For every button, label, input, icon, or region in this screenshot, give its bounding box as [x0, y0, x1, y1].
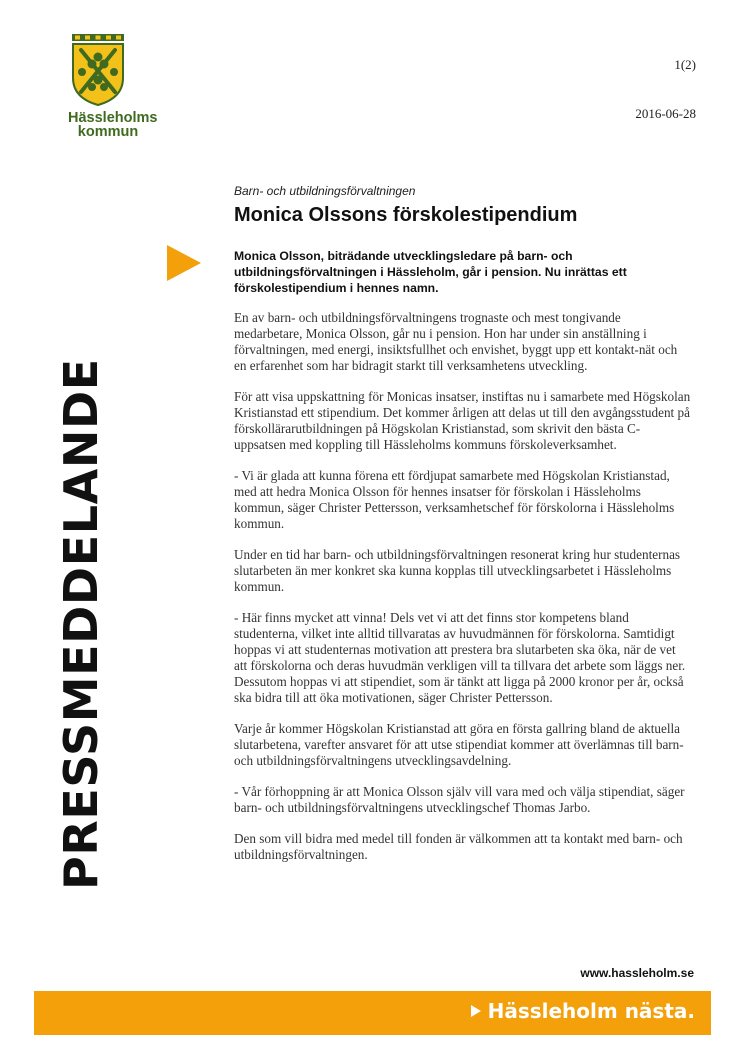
body-paragraph: - Här finns mycket att vinna! Dels vet vi att det finns stor kompetens bland studenterna, vilket inte alltid tillvaratas av huvudmännen för förskolorna. Samtidigt hoppas vi att studenternas motivation att prestera bra slutarbeten ska öka, när de vet att förskolorna och deras huvudmän verkligen vill ta tillvara det arbete som läggs ner. Dessutom hoppas vi att stipendiet, som är tänkt att ligga på 2000 kronor per år, också ska bidra till att öka motivationen, säger Christer Pettersson. [234, 610, 686, 705]
document-date: 2016-06-28 [635, 106, 696, 121]
slogan [471, 999, 695, 1023]
slogan-arrow-icon [471, 1005, 481, 1017]
pointer-arrow-icon [167, 245, 201, 281]
website-link[interactable]: www.hassleholm.se [580, 966, 694, 980]
body-paragraph: För att visa uppskattning för Monicas insatser, instiftas nu i samarbete med Högskolan Kristianstad ett stipendium. Det kommer årligen att delas ut till den avgångsstudent på förskollärarutbildningen på Högskolan Kristianstad, som skrivit den bästa C-uppsatsen med koppling till Hässleholms kommuns förskoleverksamhet. [234, 389, 691, 452]
logo-text-line1: Hässleholms [68, 110, 158, 126]
body-paragraph: - Vi är glada att kunna förena ett fördjupat samarbete med Högskolan Kristianstad, med att hedra Monica Olsson för hennes insatser för förskolan i Hässleholms kommun, säger Christer Pettersson, verksamhetschef för förskolorna i Hässleholms kommun. [234, 468, 675, 531]
logo-text-line2: kommun [77, 124, 139, 140]
slogan-text: Hässleholm nästa. [487, 999, 695, 1023]
body-paragraph: Under en tid har barn- och utbildningsförvaltningen resonerat kring hur studenternas slutarbeten än mer konkret ska kunna kopplas till utvecklingsarbetet i Hässleholms kommun. [234, 547, 681, 594]
department-name: Barn- och utbildningsförvaltningen [234, 184, 416, 198]
body-paragraph: Varje år kommer Högskolan Kristianstad att göra en första gallring bland de aktuella slutarbetena, varefter ansvaret för att utse stipendiat kommer att överlämnas till barn- och utbildningsförvaltningens utvecklingsavdelning. [234, 721, 684, 768]
body-paragraph: En av barn- och utbildningsförvaltningens trognaste och mest tongivande medarbetare, Monica Olsson, går nu i pension. Hon har under sin anställning i förvaltningen, med energi, insiktsfullhet och envishet, byggt upp ett kontakt-nät och en erfarenhet som har bidragit starkt till verksamhetens utveckling. [234, 310, 678, 373]
article-body [234, 310, 692, 878]
footer-bar [34, 991, 711, 1035]
article-title: Monica Olssons förskolestipendium [234, 204, 578, 226]
body-paragraph: - Vår förhoppning är att Monica Olsson själv vill vara med och välja stipendiat, säger barn- och utbildningsförvaltningens utvecklingschef Thomas Jarbo. [234, 784, 685, 815]
coat-of-arms-icon [72, 34, 124, 106]
page-number: 1(2) [674, 57, 696, 72]
article-lead: Monica Olsson, biträdande utvecklingsledare på barn- och utbildningsförvaltningen i Hässleholm, går i pension. Nu inrättas ett förskolestipendium i hennes namn. [234, 249, 627, 295]
body-paragraph: Den som vill bidra med medel till fonden är välkommen att ta kontakt med barn- och utbildningsförvaltningen. [234, 831, 683, 862]
press-release-label: PRESSMEDDELANDE [54, 358, 108, 890]
logo-wordmark [68, 110, 158, 140]
